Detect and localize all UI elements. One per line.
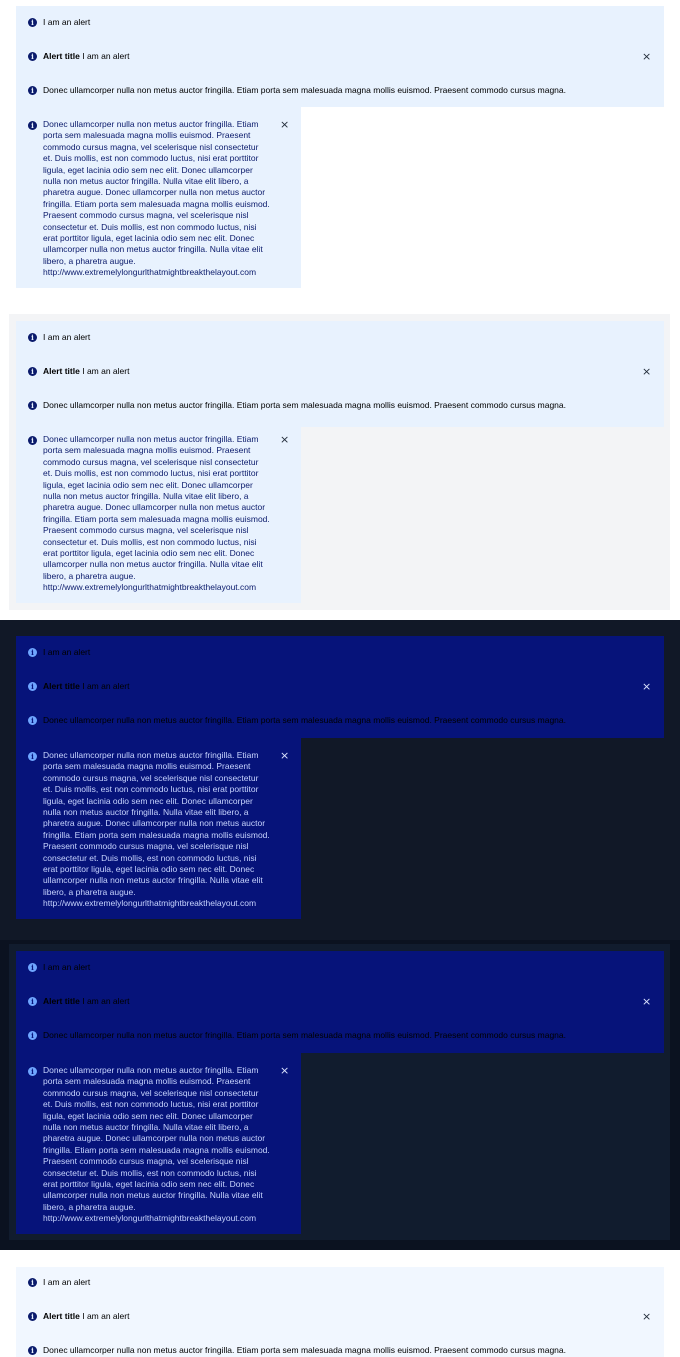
- alert-title: Alert title: [43, 51, 80, 61]
- alert-text: Donec ullamcorper nulla non metus auctor fringilla. Etiam porta sem malesuada magna mollis euismod. Praesent commodo cursus magna.: [43, 85, 566, 95]
- alert-title: Alert title: [43, 1311, 80, 1321]
- alert-simple: [28, 1277, 90, 1288]
- info-icon: i: [28, 18, 37, 27]
- info-icon: i: [28, 682, 37, 691]
- alert-text: I am an alert: [82, 366, 130, 376]
- light-section-bottom: [0, 1250, 680, 1355]
- info-icon: i: [28, 1278, 37, 1287]
- alert-simple: [28, 17, 90, 28]
- close-icon[interactable]: ×: [642, 680, 652, 693]
- info-icon: i: [28, 716, 37, 725]
- alert-long: [28, 1030, 566, 1041]
- info-icon: i: [28, 648, 37, 657]
- alert-text: I am an alert: [82, 996, 130, 1006]
- info-icon: i: [28, 997, 37, 1006]
- info-icon: i: [28, 121, 37, 130]
- alert-text: Donec ullamcorper nulla non metus auctor fringilla. Etiam porta sem malesuada magna mollis euismod. Praesent commodo cursus magna.: [43, 400, 566, 410]
- alert-with-title: [28, 366, 129, 377]
- close-icon[interactable]: ×: [280, 118, 290, 131]
- alert-text: I am an alert: [43, 962, 91, 972]
- alert-paragraph-text: Donec ullamcorper nulla non metus auctor fringilla. Etiam porta sem malesuada magna mollis euismod. Praesent commodo cursus magna, vel scelerisque nisl consectetur et. Duis mollis, est non commodo luctus, nisi erat porttitor ligula, eget lacinia odio sem nec elit. Donec ullamcorper nulla non metus auctor fringilla. Nulla vitae elit libero, a pharetra augue. Donec ullamcorper nulla non metus auctor fringilla. Etiam porta sem malesuada magna mollis euismod. Praesent commodo cursus magna, vel scelerisque nisl consectetur et. Duis mollis, est non commodo luctus, nisi erat porttitor ligula, eget lacinia odio sem nec elit. Donec ullamcorper nulla non metus auctor fringilla. Nulla vitae elit libero, a pharetra augue. http://www.extremelylongurlthatmightbreakthelayout.com: [43, 119, 270, 278]
- alert-paragraph-text: Donec ullamcorper nulla non metus auctor fringilla. Etiam porta sem malesuada magna mollis euismod. Praesent commodo cursus magna, vel scelerisque nisl consectetur et. Duis mollis, est non commodo luctus, nisi erat porttitor ligula, eget lacinia odio sem nec elit. Donec ullamcorper nulla non metus auctor fringilla. Nulla vitae elit libero, a pharetra augue. Donec ullamcorper nulla non metus auctor fringilla. Etiam porta sem malesuada magna mollis euismod. Praesent commodo cursus magna, vel scelerisque nisl consectetur et. Duis mollis, est non commodo luctus, nisi erat porttitor ligula, eget lacinia odio sem nec elit. Donec ullamcorper nulla non metus auctor fringilla. Nulla vitae elit libero, a pharetra augue. http://www.extremelylongurlthatmightbreakthelayout.com: [43, 1065, 270, 1224]
- alert-simple: [28, 332, 90, 343]
- alert-with-title: [28, 681, 129, 692]
- alert-long: [28, 1345, 566, 1356]
- info-icon: i: [28, 1031, 37, 1040]
- alert-text: I am an alert: [82, 681, 130, 691]
- alert-paragraph-text: Donec ullamcorper nulla non metus auctor fringilla. Etiam porta sem malesuada magna mollis euismod. Praesent commodo cursus magna, vel scelerisque nisl consectetur et. Duis mollis, est non commodo luctus, nisi erat porttitor ligula, eget lacinia odio sem nec elit. Donec ullamcorper nulla non metus auctor fringilla. Nulla vitae elit libero, a pharetra augue. Donec ullamcorper nulla non metus auctor fringilla. Etiam porta sem malesuada magna mollis euismod. Praesent commodo cursus magna, vel scelerisque nisl consectetur et. Duis mollis, est non commodo luctus, nisi erat porttitor ligula, eget lacinia odio sem nec elit. Donec ullamcorper nulla non metus auctor fringilla. Nulla vitae elit libero, a pharetra augue. http://www.extremelylongurlthatmightbreakthelayout.com: [43, 434, 270, 593]
- alert-long: [28, 715, 566, 726]
- alert-text: Donec ullamcorper nulla non metus auctor fringilla. Etiam porta sem malesuada magna mollis euismod. Praesent commodo cursus magna.: [43, 1030, 566, 1040]
- alert-text: Donec ullamcorper nulla non metus auctor fringilla. Etiam porta sem malesuada magna mollis euismod. Praesent commodo cursus magna.: [43, 1345, 566, 1355]
- alert-title: Alert title: [43, 366, 80, 376]
- info-icon: i: [28, 1312, 37, 1321]
- info-icon: i: [28, 367, 37, 376]
- dark-panel-section: [0, 940, 680, 1250]
- close-icon[interactable]: ×: [642, 995, 652, 1008]
- alert-text: I am an alert: [43, 647, 91, 657]
- alert-text: I am an alert: [43, 17, 91, 27]
- alert-simple: [28, 647, 90, 658]
- alert-paragraph: [16, 107, 301, 288]
- info-icon: i: [28, 436, 37, 445]
- info-icon: i: [28, 1346, 37, 1355]
- alert-long: [28, 400, 566, 411]
- alert-paragraph: [16, 1053, 301, 1234]
- close-icon[interactable]: ×: [642, 365, 652, 378]
- info-icon: i: [28, 963, 37, 972]
- alert-text: I am an alert: [82, 51, 130, 61]
- close-icon[interactable]: ×: [642, 1310, 652, 1323]
- info-icon: i: [28, 1067, 37, 1076]
- alert-text: Donec ullamcorper nulla non metus auctor fringilla. Etiam porta sem malesuada magna mollis euismod. Praesent commodo cursus magna.: [43, 715, 566, 725]
- alert-paragraph: [16, 427, 301, 603]
- alert-paragraph-text: Donec ullamcorper nulla non metus auctor fringilla. Etiam porta sem malesuada magna mollis euismod. Praesent commodo cursus magna, vel scelerisque nisl consectetur et. Duis mollis, est non commodo luctus, nisi erat porttitor ligula, eget lacinia odio sem nec elit. Donec ullamcorper nulla non metus auctor fringilla. Nulla vitae elit libero, a pharetra augue. Donec ullamcorper nulla non metus auctor fringilla. Etiam porta sem malesuada magna mollis euismod. Praesent commodo cursus magna, vel scelerisque nisl consectetur et. Duis mollis, est non commodo luctus, nisi erat porttitor ligula, eget lacinia odio sem nec elit. Donec ullamcorper nulla non metus auctor fringilla. Nulla vitae elit libero, a pharetra augue. http://www.extremelylongurlthatmightbreakthelayout.com: [43, 750, 270, 909]
- close-icon[interactable]: ×: [642, 50, 652, 63]
- light-gray-section: [0, 310, 680, 620]
- info-icon: i: [28, 752, 37, 761]
- alert-text: I am an alert: [82, 1311, 130, 1321]
- alert-with-title: [28, 51, 129, 62]
- info-icon: i: [28, 401, 37, 410]
- alert-text: I am an alert: [43, 332, 91, 342]
- dark-theme-section: [0, 620, 680, 940]
- info-icon: i: [28, 52, 37, 61]
- close-icon[interactable]: ×: [280, 433, 290, 446]
- close-icon[interactable]: ×: [280, 1064, 290, 1077]
- alert-with-title: [28, 996, 129, 1007]
- light-theme-section: [0, 0, 680, 310]
- alert-simple: [28, 962, 90, 973]
- close-icon[interactable]: ×: [280, 749, 290, 762]
- alert-text: I am an alert: [43, 1277, 91, 1287]
- alert-long: [28, 85, 566, 96]
- alert-paragraph: [16, 738, 301, 919]
- alert-title: Alert title: [43, 681, 80, 691]
- alert-title: Alert title: [43, 996, 80, 1006]
- alert-with-title: [28, 1311, 129, 1322]
- info-icon: i: [28, 86, 37, 95]
- info-icon: i: [28, 333, 37, 342]
